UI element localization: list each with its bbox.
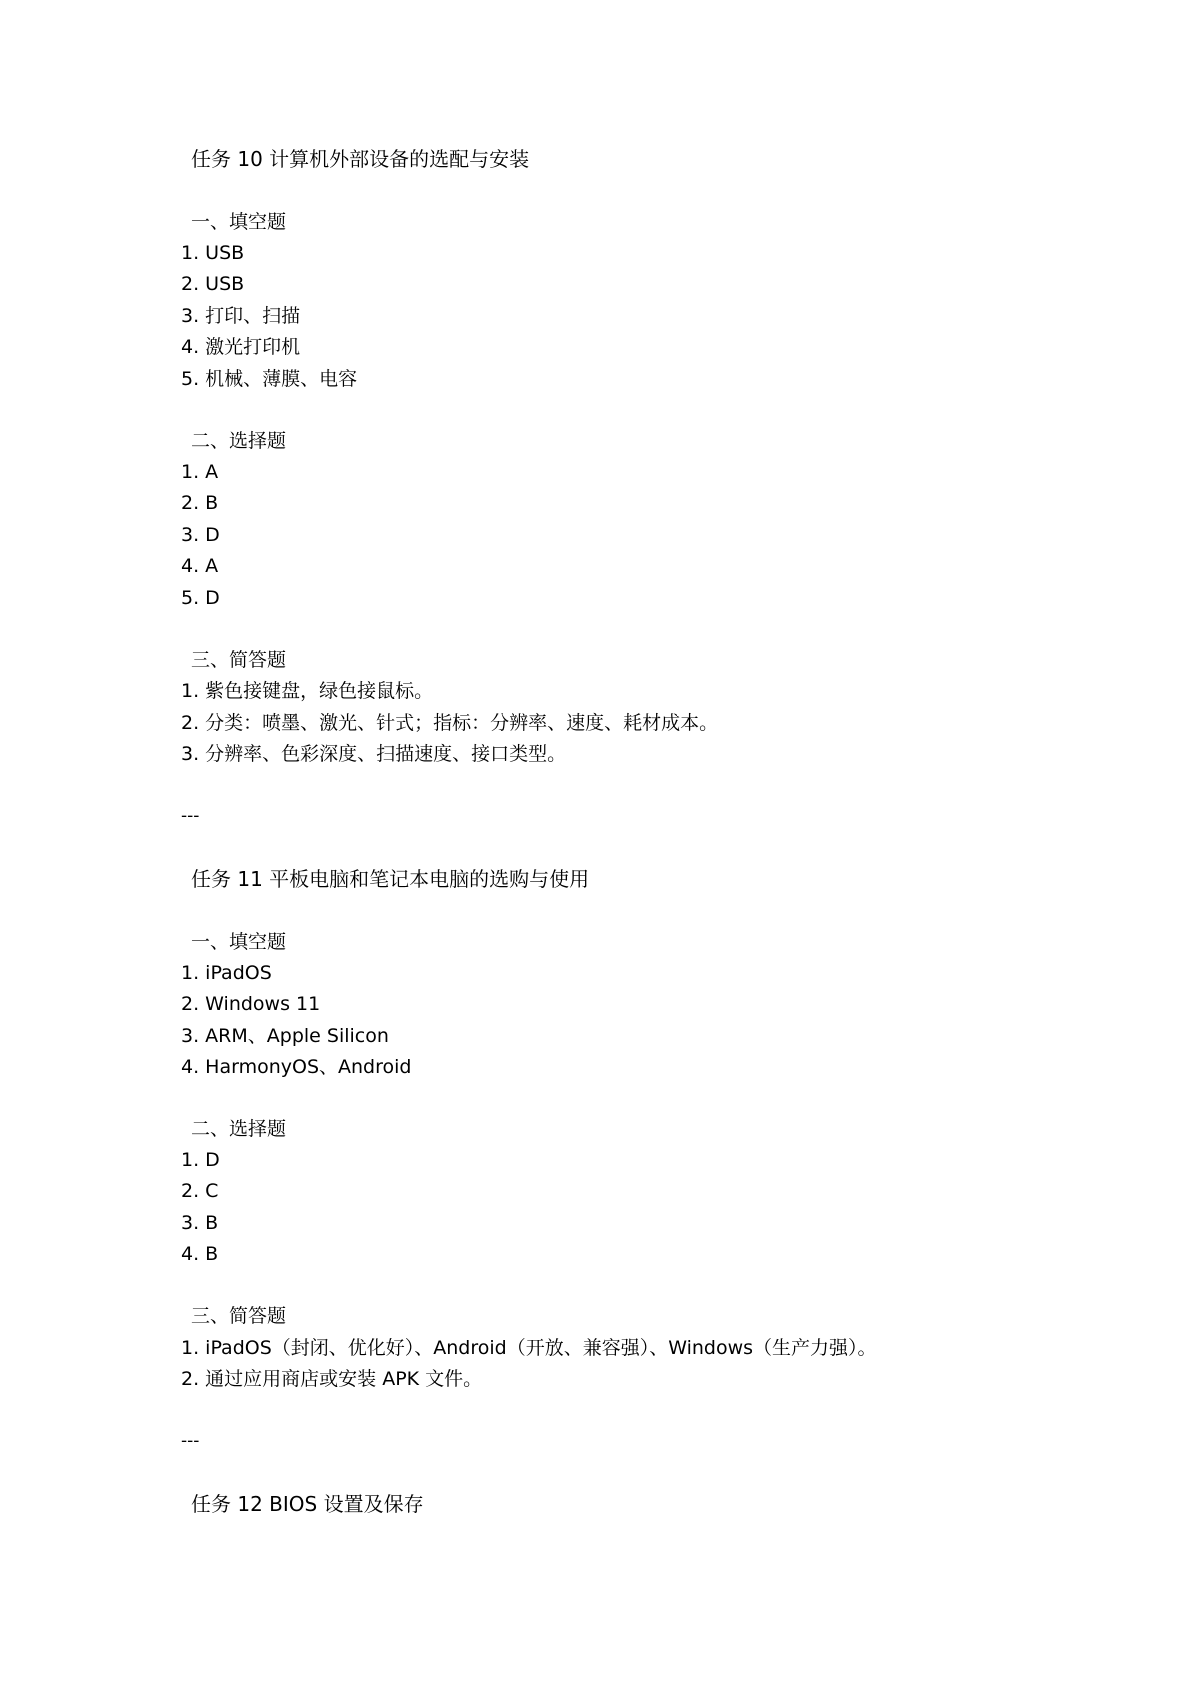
task11-fill-answer-4: 4. HarmonyOS、Android [181, 1056, 412, 1078]
task10-short-answer-3: 3. 分辨率、色彩深度、扫描速度、接口类型。 [181, 743, 567, 765]
task10-fill-answer-5: 5. 机械、薄膜、电容 [181, 368, 358, 390]
task11-choice-answer-2: 2. C [181, 1180, 219, 1202]
task11-fill-answer-3: 3. ARM、Apple Silicon [181, 1025, 389, 1047]
task11-choice-answer-1: 1. D [181, 1149, 220, 1171]
task10-choice-heading: 二、选择题 [191, 430, 287, 452]
task10-choice-answer-4: 4. A [181, 555, 219, 577]
task10-title: 任务 10 计算机外部设备的选配与安装 [191, 147, 530, 171]
task11-fill-answer-2: 2. Windows 11 [181, 993, 321, 1015]
task11-fill-heading: 一、填空题 [191, 931, 287, 953]
task10-short-answer-2: 2. 分类：喷墨、激光、针式；指标：分辨率、速度、耗材成本。 [181, 712, 719, 734]
section-separator-1: --- [181, 806, 200, 826]
task11-choice-answer-3: 3. B [181, 1212, 219, 1234]
task11-title: 任务 11 平板电脑和笔记本电脑的选购与使用 [191, 867, 590, 891]
task10-choice-answer-5: 5. D [181, 587, 220, 609]
task12-title: 任务 12 BIOS 设置及保存 [191, 1492, 424, 1516]
task11-short-answer-1: 1. iPadOS（封闭、优化好）、Android（开放、兼容强）、Windows（生产力强）。 [181, 1337, 877, 1359]
task10-choice-answer-3: 3. D [181, 524, 220, 546]
task10-fill-answer-3: 3. 打印、扫描 [181, 305, 301, 327]
task10-fill-answer-4: 4. 激光打印机 [181, 336, 301, 358]
task10-fill-answer-2: 2. USB [181, 273, 245, 295]
task11-fill-answer-1: 1. iPadOS [181, 962, 272, 984]
task10-choice-answer-1: 1. A [181, 461, 219, 483]
task10-short-answer-1: 1. 紫色接键盘，绿色接鼠标。 [181, 680, 434, 702]
section-separator-2: --- [181, 1431, 200, 1451]
task10-short-heading: 三、简答题 [191, 649, 287, 671]
task11-choice-answer-4: 4. B [181, 1243, 219, 1265]
task11-choice-heading: 二、选择题 [191, 1118, 287, 1140]
task11-short-answer-2: 2. 通过应用商店或安装 APK 文件。 [181, 1368, 483, 1390]
task10-fill-heading: 一、填空题 [191, 211, 287, 233]
task10-fill-answer-1: 1. USB [181, 242, 245, 264]
task11-short-heading: 三、简答题 [191, 1305, 287, 1327]
task10-choice-answer-2: 2. B [181, 492, 219, 514]
